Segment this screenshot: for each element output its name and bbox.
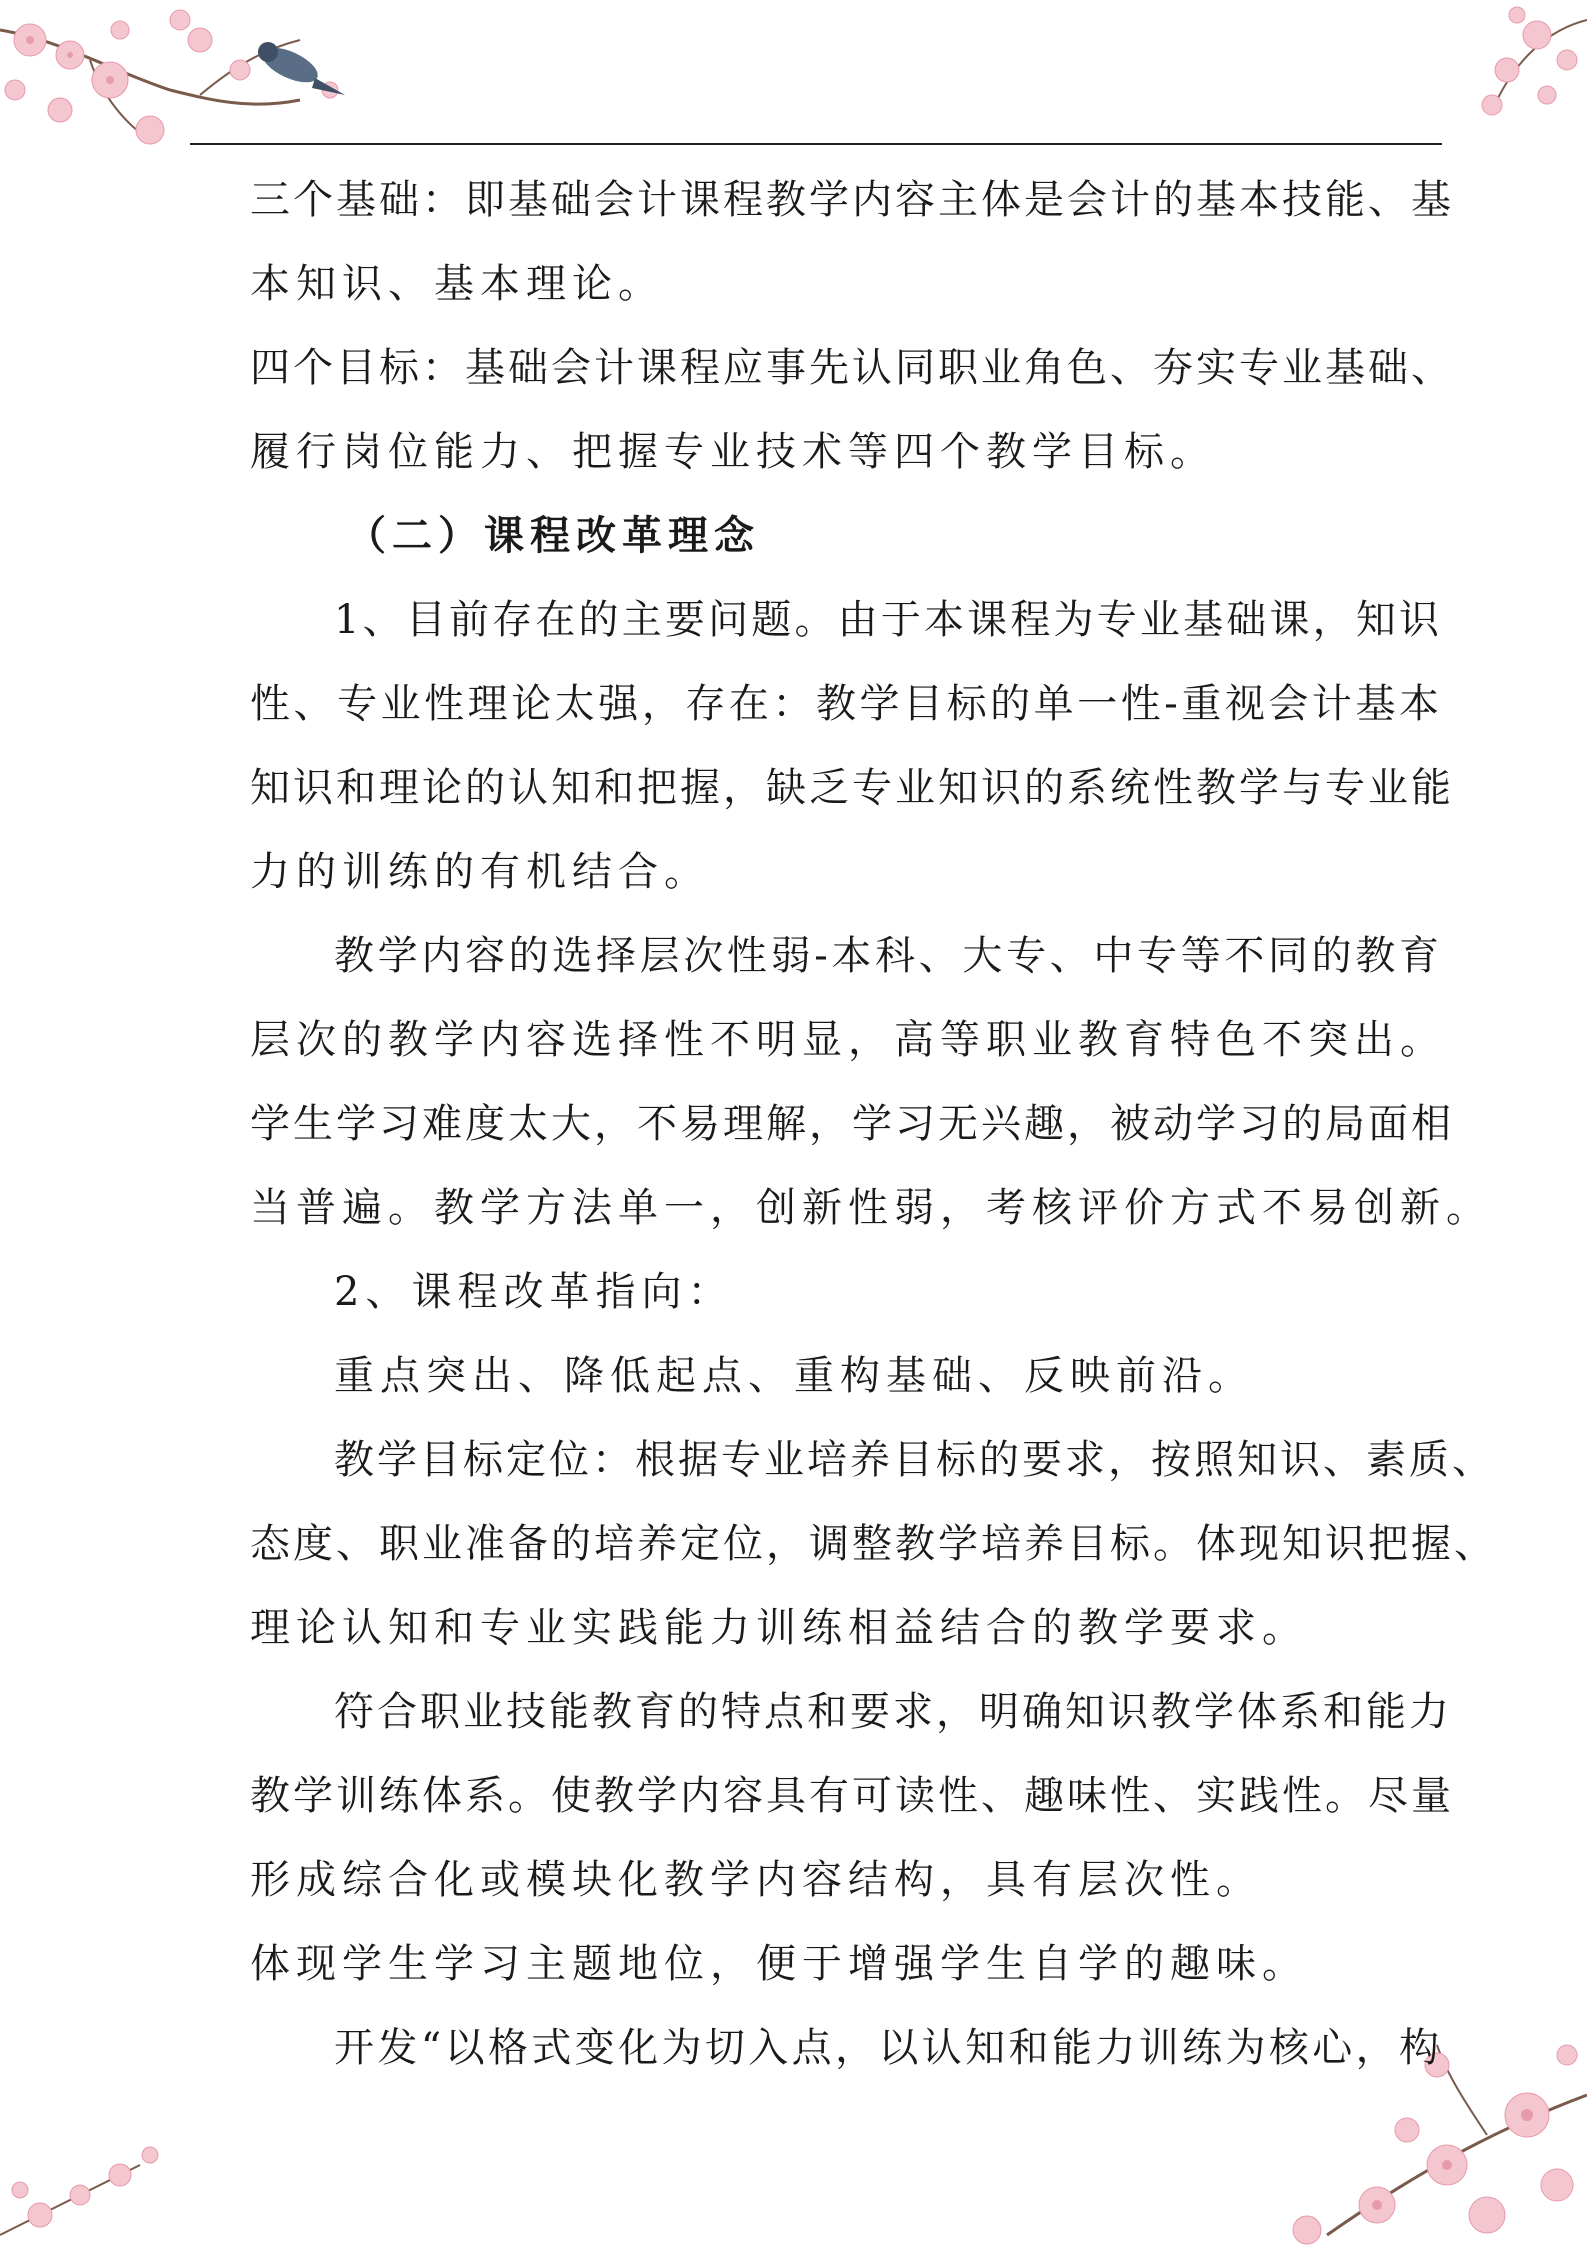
text-line: 四个目标：基础会计课程应事先认同职业角色、夯实专业基础、 xyxy=(250,345,1454,391)
text-line: 性、专业性理论太强，存在：教学目标的单一性-重视会计基本 xyxy=(250,681,1442,727)
text-line: 教学训练体系。使教学内容具有可读性、趣味性、实践性。尽量 xyxy=(250,1773,1454,1819)
text-line: 知识和理论的认知和把握，缺乏专业知识的系统性教学与专业能 xyxy=(250,765,1454,811)
text-line: 符合职业技能教育的特点和要求，明确知识教学体系和能力 xyxy=(334,1689,1452,1735)
text-line: 重点突出、降低起点、重构基础、反映前沿。 xyxy=(334,1353,1254,1399)
text-line: 教学内容的选择层次性弱-本科、大专、中专等不同的教育 xyxy=(334,933,1442,979)
text-line: 态度、职业准备的培养定位，调整教学培养目标。体现知识把握、 xyxy=(250,1521,1497,1567)
text-line: 学生学习难度太大，不易理解，学习无兴趣，被动学习的局面相 xyxy=(250,1101,1454,1147)
cherry-blossom-corner-icon xyxy=(1387,0,1587,140)
text-line: 当普遍。教学方法单一，创新性弱，考核评价方式不易创新。 xyxy=(250,1185,1492,1231)
text-line: 履行岗位能力、把握专业技术等四个教学目标。 xyxy=(250,429,1216,475)
text-line: 理论认知和专业实践能力训练相益结合的教学要求。 xyxy=(250,1605,1308,1651)
cherry-blossom-branch-icon xyxy=(0,0,420,160)
text-line: 体现学生学习主题地位，便于增强学生自学的趣味。 xyxy=(250,1941,1308,1987)
text-line: 形成综合化或模块化教学内容结构，具有层次性。 xyxy=(250,1857,1262,1903)
document-body xyxy=(250,158,1497,2090)
text-line: 三个基础：即基础会计课程教学内容主体是会计的基本技能、基 xyxy=(250,177,1454,223)
text-line: 本知识、基本理论。 xyxy=(250,261,664,307)
text-line: 2、课程改革指向： xyxy=(334,1269,734,1315)
text-line: 教学目标定位：根据专业培养目标的要求，按照知识、素质、 xyxy=(334,1437,1495,1483)
section-heading: （二）课程改革理念 xyxy=(346,512,760,559)
text-line: 1、目前存在的主要问题。由于本课程为专业基础课，知识 xyxy=(334,597,1442,643)
text-line: 力的训练的有机结合。 xyxy=(250,849,710,895)
text-line: 层次的教学内容选择性不明显，高等职业教育特色不突出。 xyxy=(250,1017,1446,1063)
cherry-blossom-corner-icon xyxy=(0,2135,200,2245)
text-line: 开发“以格式变化为切入点，以认知和能力训练为核心，构 xyxy=(334,2025,1442,2071)
header-rule xyxy=(190,143,1442,145)
